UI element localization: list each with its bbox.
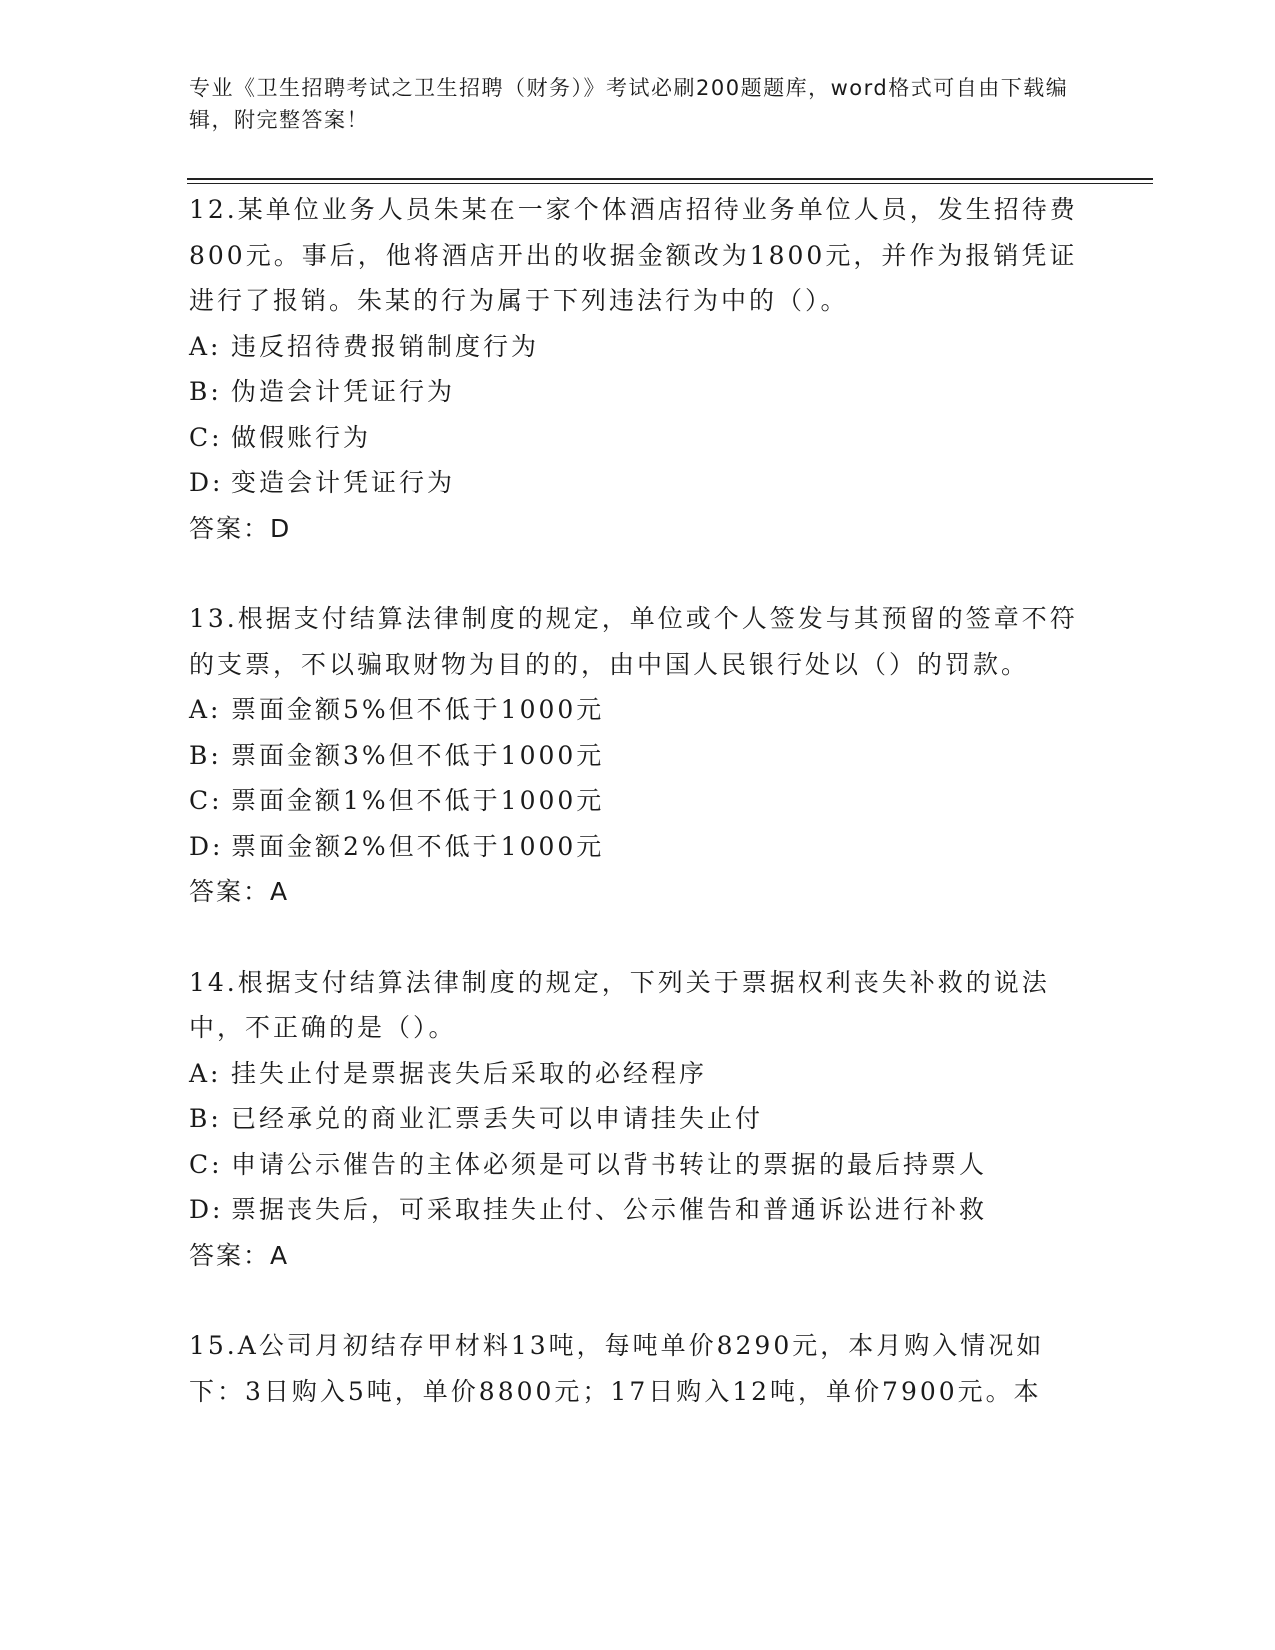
option-key: B: (189, 740, 222, 770)
option-text: 申请公示催告的主体必须是可以背书转让的票据的最后持票人 (231, 1149, 988, 1179)
answer-value: D (270, 513, 292, 543)
option-text: 票面金额5%但不低于1000元 (231, 695, 605, 724)
option-b (189, 733, 1089, 779)
answer-label: 答案： (189, 877, 271, 906)
header-divider-thin (187, 183, 1153, 184)
answer-value: A (270, 877, 290, 906)
header-text: 专业《卫生招聘考试之卫生招聘（财务）》考试必刷200题题库，word格式可自由下载编辑，附完整答案！ (189, 76, 1069, 132)
option-key: C: (189, 786, 223, 815)
option-text: 票面金额2%但不低于1000元 (231, 831, 605, 861)
option-text: 做假账行为 (231, 422, 372, 452)
option-a (189, 324, 1089, 370)
answer-line (189, 869, 1089, 915)
option-text: 票据丧失后，可采取挂失止付、公示催告和普通诉讼进行补救 (231, 1195, 988, 1224)
option-d (189, 824, 1089, 870)
option-c (189, 778, 1089, 824)
question-stem: 15.A公司月初结存甲材料13吨，每吨单价8290元，本月购入情况如下：3日购入5吨，单价8800元；17日购入12吨，单价7900元。本 (189, 1331, 1045, 1406)
question-stem: 14.根据支付结算法律制度的规定，下列关于票据权利丧失补救的说法中，不正确的是（）。 (189, 967, 1050, 1042)
option-key: B: (189, 1104, 222, 1133)
option-text: 变造会计凭证行为 (231, 468, 456, 497)
question-stem: 13.根据支付结算法律制度的规定，单位或个人签发与其预留的签章不符的支票，不以骗取财物为目的的，由中国人民银行处以（）的罚款。 (189, 604, 1078, 679)
question-stem: 12.某单位业务人员朱某在一家个体酒店招待业务单位人员，发生招待费800元。事后，他将酒店开出的收据金额改为1800元，并作为报销凭证进行了报销。朱某的行为属于下列违法行为中的（）。 (189, 195, 1078, 315)
answer-value: A (270, 1240, 290, 1270)
question-12 (189, 187, 1089, 551)
question-15 (189, 1323, 1089, 1414)
option-key: D: (189, 468, 224, 497)
answer-line (189, 506, 1089, 552)
option-text: 违反招待费报销制度行为 (231, 331, 540, 361)
option-key: A: (189, 695, 222, 724)
option-c (189, 1142, 1089, 1188)
option-key: A: (189, 331, 222, 361)
option-key: D: (189, 1195, 224, 1224)
option-text: 伪造会计凭证行为 (231, 377, 456, 406)
option-key: D: (189, 831, 224, 861)
option-key: C: (189, 1149, 223, 1179)
option-text: 已经承兑的商业汇票丢失可以申请挂失止付 (231, 1104, 764, 1133)
answer-label: 答案： (189, 513, 271, 543)
option-b (189, 1096, 1089, 1142)
question-13 (189, 596, 1089, 915)
option-d (189, 460, 1089, 506)
option-key: A: (189, 1058, 222, 1088)
question-14 (189, 960, 1089, 1279)
option-key: B: (189, 377, 222, 406)
option-a (189, 1051, 1089, 1097)
answer-label: 答案： (189, 1240, 271, 1270)
option-key: C: (189, 422, 223, 452)
option-c (189, 415, 1089, 461)
header-divider-thick (187, 178, 1153, 180)
option-a (189, 687, 1089, 733)
option-text: 票面金额3%但不低于1000元 (231, 740, 605, 770)
question-list (189, 187, 1089, 1459)
answer-line (189, 1233, 1089, 1279)
option-b (189, 369, 1089, 415)
document-header (189, 72, 1089, 136)
option-text: 挂失止付是票据丧失后采取的必经程序 (231, 1058, 708, 1088)
option-d (189, 1187, 1089, 1233)
option-text: 票面金额1%但不低于1000元 (231, 786, 605, 815)
